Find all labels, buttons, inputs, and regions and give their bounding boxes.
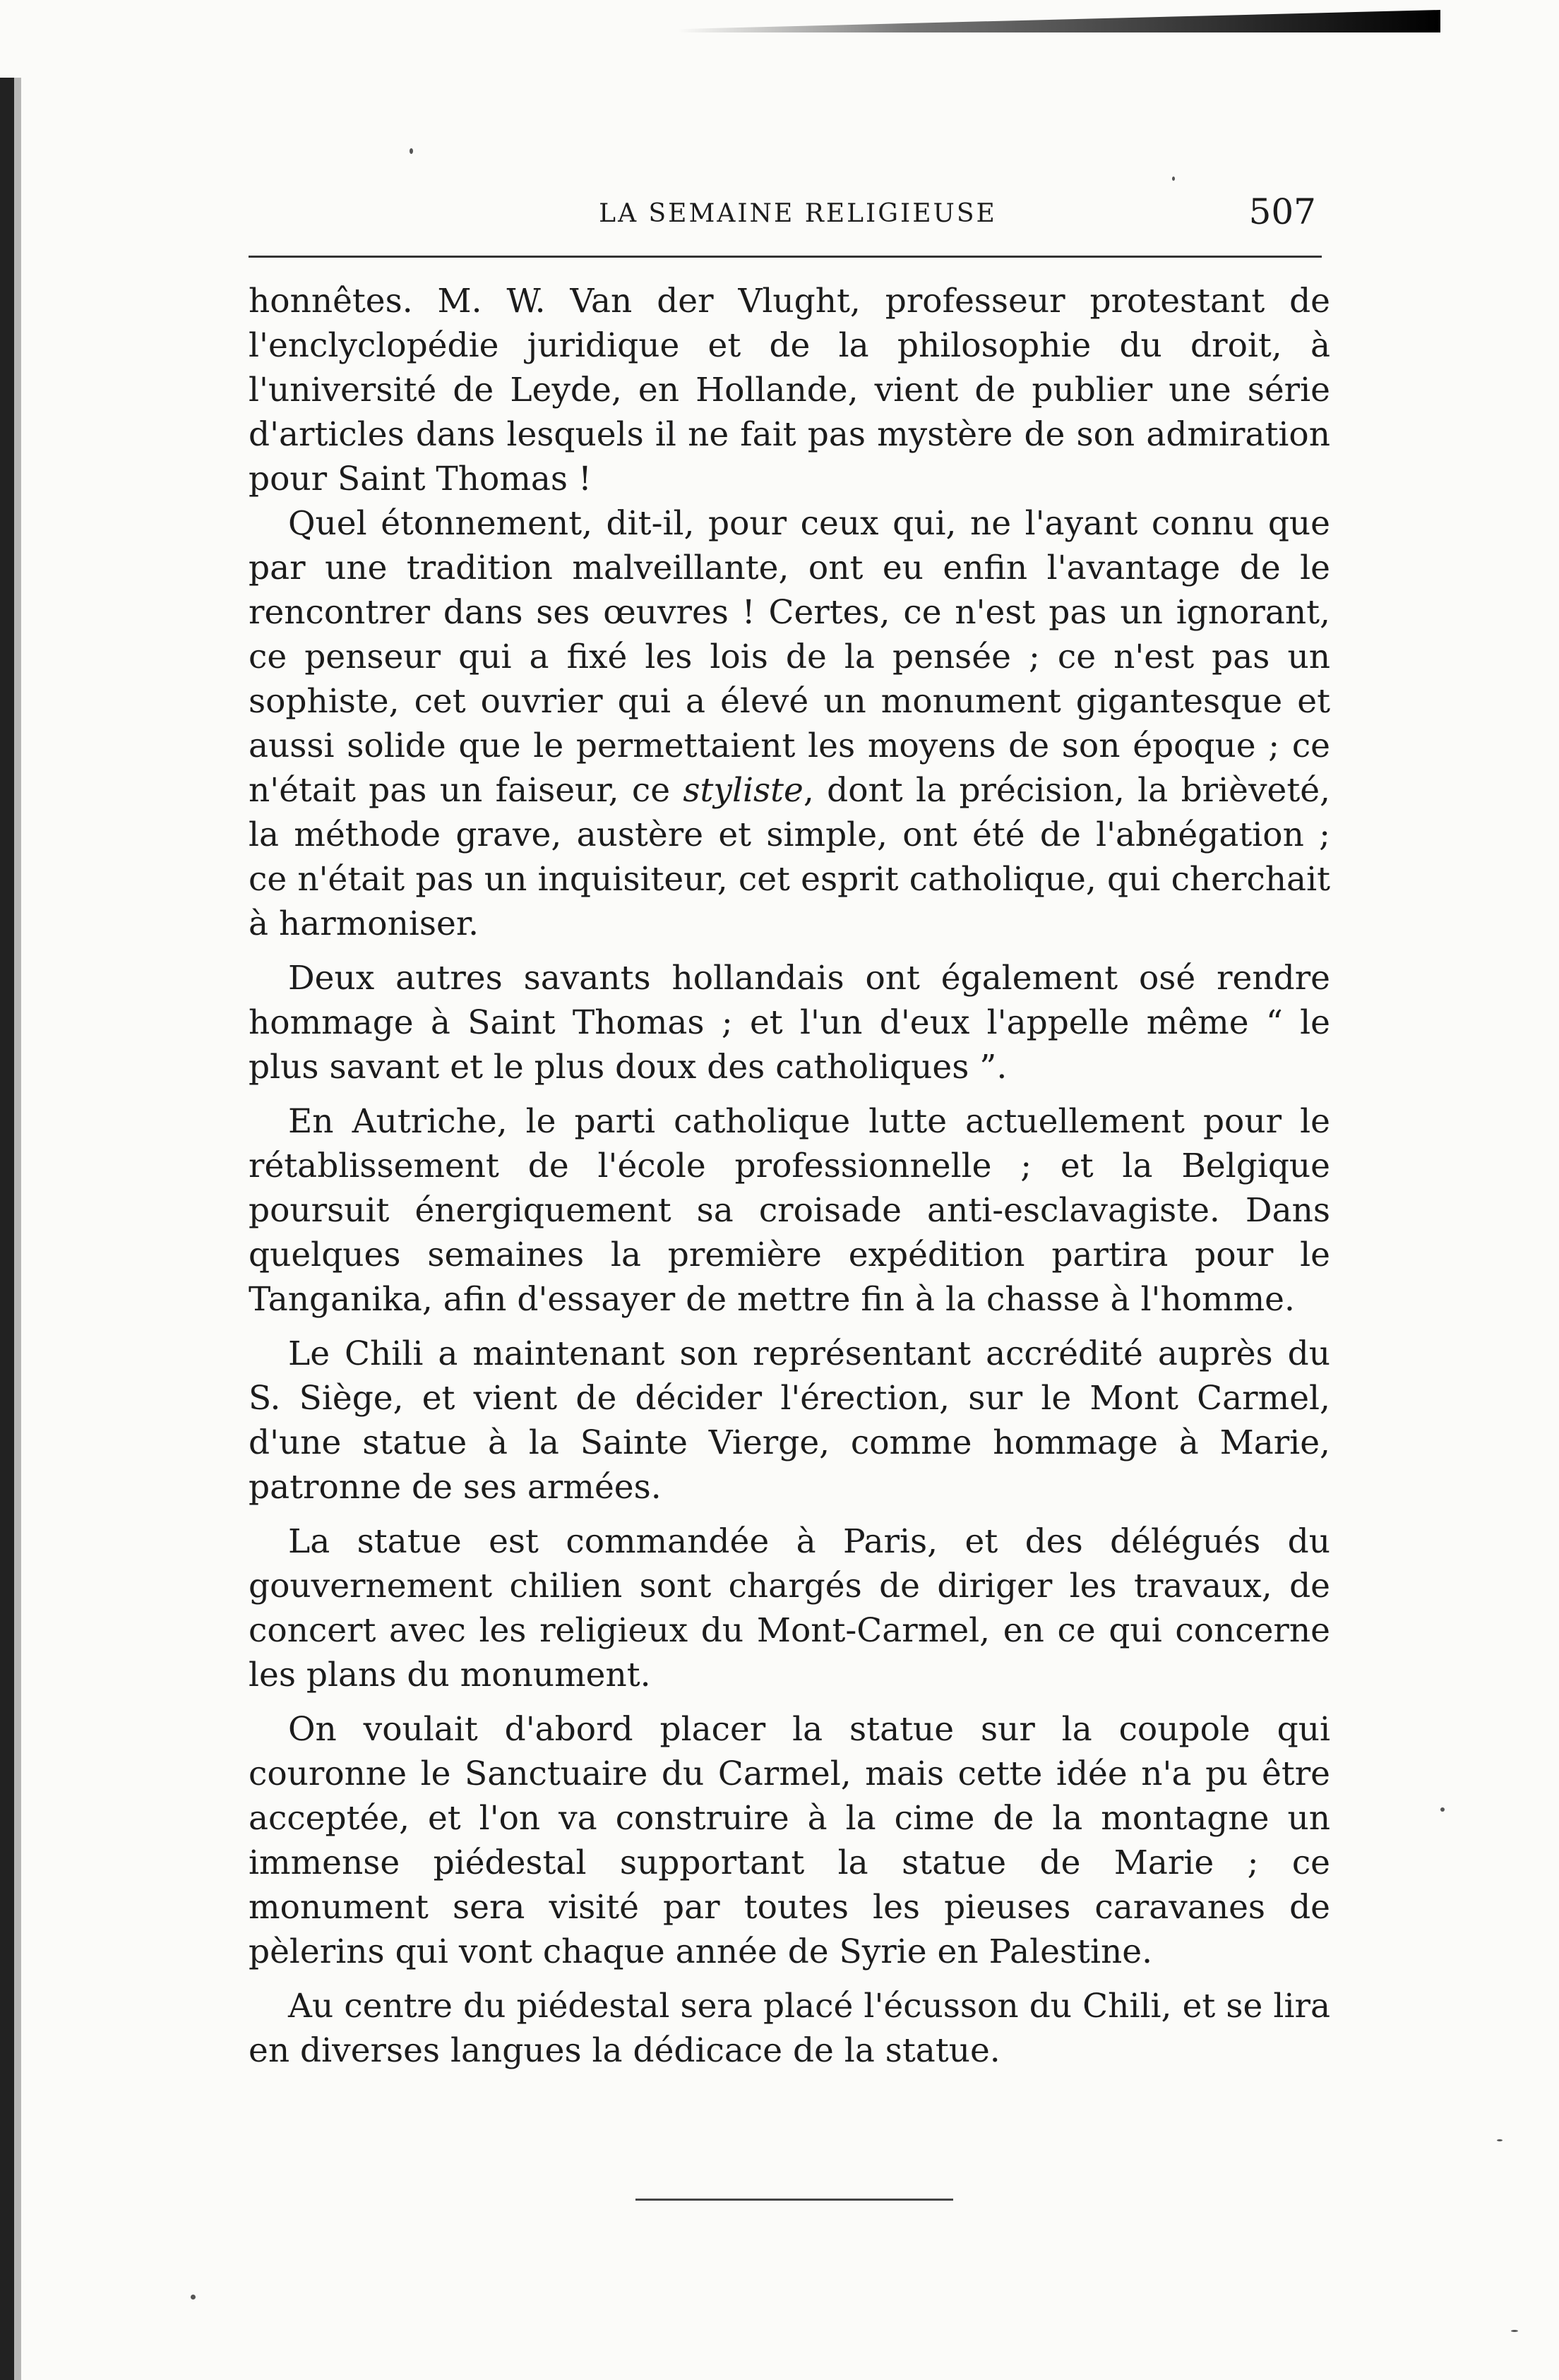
paragraph-4: Le Chili a maintenant son représentant accrédité auprès du S. Siège, et vient de décider l'érection, sur le Mont Carmel, d'une statue à la Sainte Vierge, comme hommage à Marie, patronne de ses armées. xyxy=(249,1334,1330,1507)
body-text xyxy=(249,279,1330,2073)
paragraph-6: On voulait d'abord placer la statue sur la coupole qui couronne le Sanctuaire du Carmel, mais cette idée n'a pu être acceptée, et l'on va construire à la cime de la montagne un immense piédestal supportant la statue de Marie ; ce monument sera visité par toutes les pieuses caravanes de pèlerins qui vont chaque année de Syrie en Palestine. xyxy=(249,1710,1330,1971)
quote-italic-word: styliste xyxy=(683,771,804,810)
quote-text-start: Quel étonnement, dit-il, pour ceux qui, ne l'ayant connu que par une tradition malveillante, ont eu enfin l'avantage de le rencontrer dans ses œuvres ! Certes, ce n'est pas un ignorant, ce penseur qui a fixé les lois de la pensée ; ce n'est pas un sophiste, cet ouvrier qui a élevé un monument gigantesque et aussi solide que le permettaient les moyens de son époque ; ce n'était pas un faiseur, ce xyxy=(249,504,1330,810)
running-title: LA SEMAINE RELIGIEUSE xyxy=(599,199,997,228)
scan-speck xyxy=(1497,2139,1503,2141)
scan-speck xyxy=(1440,1807,1445,1812)
page-number: 507 xyxy=(1248,191,1316,232)
scan-speck xyxy=(1511,2330,1518,2332)
paragraph-7: Au centre du piédestal sera placé l'écusson du Chili, et se lira en diverses langues la dédicace de la statue. xyxy=(249,1987,1330,2070)
scan-speck xyxy=(410,148,413,154)
quote-text-end: , dont la précision, la brièveté, la méthode grave, austère et simple, ont été de l'abnégation ; ce n'était pas un inquisiteur, cet esprit catholique, qui cherchait à harmoniser. xyxy=(249,771,1330,943)
header-rule xyxy=(249,256,1322,258)
paragraph-2: Deux autres savants hollandais ont également osé rendre hommage à Saint Thomas ; et l'un d'eux l'appelle même “ le plus savant et le plus doux des catholiques ”. xyxy=(249,959,1330,1087)
scan-speck xyxy=(191,2295,196,2300)
page-edge-shadow xyxy=(0,78,14,2380)
paragraph-quote xyxy=(249,501,1330,946)
closing-rule xyxy=(635,2199,953,2201)
scan-speck xyxy=(1172,177,1175,181)
paragraph-1: honnêtes. M. W. Van der Vlught, professeur protestant de l'enclyclopédie juridique et de la philosophie du droit, à l'université de Leyde, en Hollande, vient de publier une série d'articles dans lesquels il ne fait pas mystère de son admiration pour Saint Thomas ! xyxy=(249,282,1330,498)
paragraph-3: En Autriche, le parti catholique lutte actuellement pour le rétablissement de l'école professionnelle ; et la Belgique poursuit énergiquement sa croisade anti-esclavagiste. Dans quelques semaines la première expédition partira pour le Tanganika, afin d'essayer de mettre fin à la chasse à l'homme. xyxy=(249,1102,1330,1319)
scan-top-artifact xyxy=(678,10,1440,32)
paragraph-5: La statue est commandée à Paris, et des délégués du gouvernement chilien sont chargés de diriger les travaux, de concert avec les religieux du Mont-Carmel, en ce qui concerne les plans du monument. xyxy=(249,1522,1330,1694)
page-edge-shadow-inner xyxy=(14,78,21,2380)
